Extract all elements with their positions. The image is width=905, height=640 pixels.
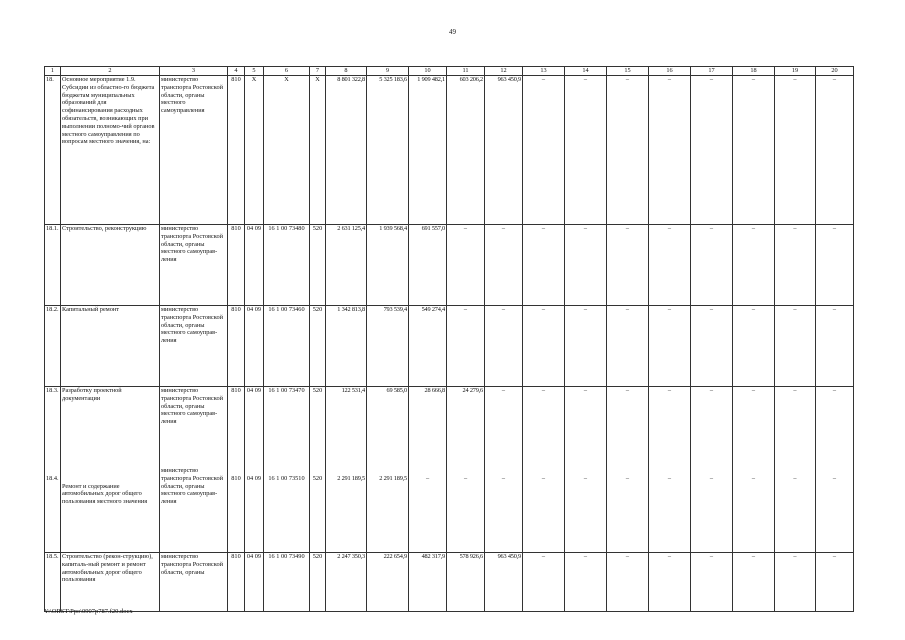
cell-value: – bbox=[816, 553, 854, 612]
cell-grbs: 810 bbox=[228, 306, 245, 387]
cell-total: 2 631 125,4 bbox=[326, 225, 367, 306]
cell-rzpr: Х bbox=[245, 76, 264, 225]
cell-value: – bbox=[667, 387, 672, 394]
file-path-footer: Y:\ORST\Ppo\0907p787.f20.docx bbox=[44, 608, 133, 615]
cell-value: 578 926,6 bbox=[447, 553, 485, 612]
cell-value: – bbox=[793, 387, 797, 394]
row-number: 18.4. bbox=[46, 474, 59, 482]
row-number: 18.2. bbox=[45, 306, 61, 387]
cell-value: – bbox=[691, 76, 733, 225]
cell-value: – bbox=[464, 474, 467, 482]
row-name: Строительство, реконструкцию bbox=[61, 225, 160, 306]
cell-value: – bbox=[667, 474, 672, 482]
row-executor: министерство транспорта Ростовской области, органы местного самоуправ-ления bbox=[161, 387, 223, 426]
cell-rzpr: 04 09 bbox=[245, 553, 264, 612]
cell-value: – bbox=[523, 306, 565, 387]
cell-value: 24 279,6 bbox=[462, 387, 483, 394]
cell-value: – bbox=[607, 76, 649, 225]
row-number: 18.5. bbox=[45, 553, 61, 612]
col-header: 1 bbox=[45, 67, 61, 76]
cell-rzpr: 04 09 bbox=[245, 225, 264, 306]
cell-value: – bbox=[733, 553, 775, 612]
cell-value: – bbox=[541, 474, 546, 482]
cell-value: – bbox=[607, 225, 649, 306]
cell-value: – bbox=[775, 306, 816, 387]
col-header: 2 bbox=[61, 67, 160, 76]
table-row bbox=[45, 76, 854, 225]
cell-csr: 16 1 00 73480 bbox=[264, 225, 310, 306]
cell-value: – bbox=[751, 387, 756, 394]
row-number: 18.1. bbox=[45, 225, 61, 306]
table-row bbox=[45, 553, 854, 612]
cell-vr: 520 bbox=[312, 387, 323, 394]
cell-vr: 520 bbox=[312, 474, 323, 482]
cell-value: – bbox=[816, 76, 854, 225]
col-header: 18 bbox=[733, 67, 775, 76]
cell-value: – bbox=[816, 225, 854, 306]
table-row bbox=[45, 225, 854, 306]
cell-vr: Х bbox=[310, 76, 326, 225]
col-header: 19 bbox=[775, 67, 816, 76]
cell-value: – bbox=[733, 306, 775, 387]
cell-value: – bbox=[447, 225, 485, 306]
cell-value: 963 450,9 bbox=[485, 553, 523, 612]
budget-table bbox=[44, 66, 854, 612]
cell-value: – bbox=[649, 306, 691, 387]
cell-vr: 520 bbox=[310, 306, 326, 387]
cell-grbs: 810 bbox=[231, 387, 241, 394]
row-executor: министерство транспорта Ростовской области, органы местного самоуправ-ления bbox=[161, 467, 223, 506]
cell-value: – bbox=[709, 387, 714, 394]
cell-total: 1 342 813,8 bbox=[326, 306, 367, 387]
cell-value: – bbox=[793, 474, 797, 482]
cell-value: – bbox=[565, 76, 607, 225]
cell-value: – bbox=[565, 225, 607, 306]
cell-value: 28 666,8 bbox=[424, 387, 445, 394]
cell-value: – bbox=[775, 76, 816, 225]
cell-grbs: 810 bbox=[228, 76, 245, 225]
cell-value: – bbox=[607, 306, 649, 387]
cell-value: – bbox=[775, 553, 816, 612]
col-header: 6 bbox=[264, 67, 310, 76]
cell-value: – bbox=[485, 306, 523, 387]
cell-value: – bbox=[523, 76, 565, 225]
cell-value: 1 939 568,4 bbox=[367, 225, 409, 306]
cell-value: – bbox=[625, 474, 630, 482]
cell-grbs: 810 bbox=[228, 553, 245, 612]
table-row bbox=[45, 306, 854, 387]
cell-value: – bbox=[691, 225, 733, 306]
cell-value: 793 539,4 bbox=[367, 306, 409, 387]
row-number: 18.3. bbox=[46, 387, 59, 394]
cell-value: – bbox=[709, 474, 714, 482]
col-header: 16 bbox=[649, 67, 691, 76]
row-executor: министерство транспорта Ростовской области, органы местного самоуправ-ления bbox=[160, 306, 228, 387]
cell-value: – bbox=[751, 474, 756, 482]
col-header: 7 bbox=[310, 67, 326, 76]
col-header: 17 bbox=[691, 67, 733, 76]
cell-total: 122 531,4 bbox=[341, 387, 365, 394]
table-row bbox=[45, 387, 854, 553]
col-header: 11 bbox=[447, 67, 485, 76]
cell-value: 603 206,2 bbox=[447, 76, 485, 225]
page-number: 49 bbox=[449, 28, 456, 36]
cell-value: – bbox=[649, 553, 691, 612]
col-header: 12 bbox=[485, 67, 523, 76]
row-number: 18. bbox=[45, 76, 61, 225]
cell-value: 222 654,9 bbox=[367, 553, 409, 612]
row-name: Строительство (рекон-струкцию), капиталь-ный ремонт и ремонт автомобильных дорог общего пользования bbox=[61, 553, 160, 612]
cell-value: – bbox=[565, 306, 607, 387]
row-executor: министерство транспорта Ростовской области, органы местного самоуправ-ления bbox=[160, 225, 228, 306]
cell-value: 5 325 183,6 bbox=[367, 76, 409, 225]
col-header: 4 bbox=[228, 67, 245, 76]
cell-value: – bbox=[691, 306, 733, 387]
cell-value: 69 585,0 bbox=[386, 387, 407, 394]
col-header: 13 bbox=[523, 67, 565, 76]
col-header: 14 bbox=[565, 67, 607, 76]
cell-rzpr: 04 09 bbox=[246, 387, 262, 394]
header-row bbox=[45, 67, 854, 76]
cell-value: – bbox=[447, 306, 485, 387]
cell-value: – bbox=[583, 387, 588, 394]
cell-vr: 520 bbox=[310, 225, 326, 306]
cell-value: – bbox=[649, 225, 691, 306]
cell-total: 2 291 189,5 bbox=[337, 474, 365, 482]
cell-grbs: 810 bbox=[231, 474, 241, 482]
cell-value: 2 291 189,5 bbox=[379, 474, 407, 482]
col-header: 3 bbox=[160, 67, 228, 76]
col-header: 5 bbox=[245, 67, 264, 76]
cell-value: – bbox=[523, 225, 565, 306]
col-header: 8 bbox=[326, 67, 367, 76]
cell-vr: 520 bbox=[310, 553, 326, 612]
row-name: Капитальный ремонт bbox=[61, 306, 160, 387]
cell-value: – bbox=[485, 225, 523, 306]
cell-value: – bbox=[733, 225, 775, 306]
cell-rzpr: 04 09 bbox=[245, 306, 264, 387]
row-name: Разработку проектной документации bbox=[62, 387, 122, 402]
row-name: Основное мероприятие 1.9. Субсидии из областно-го бюджета бюджетам муниципальных образований для софинансирования расходных обязательств, возникающих при выполнении полномо-чий органов местного самоуправления по вопросам местного значения, на: bbox=[61, 76, 160, 225]
cell-value: – bbox=[565, 553, 607, 612]
cell-value: – bbox=[775, 225, 816, 306]
cell-value: – bbox=[583, 474, 588, 482]
row-name: Ремонт и содержание автомобильных дорог общего пользования местного значения bbox=[62, 482, 148, 506]
cell-rzpr: 04 09 bbox=[246, 474, 262, 482]
cell-value: – bbox=[832, 474, 837, 482]
cell-value: – bbox=[523, 553, 565, 612]
cell-value: – bbox=[733, 76, 775, 225]
cell-value: – bbox=[426, 474, 429, 482]
cell-value: 549 274,4 bbox=[409, 306, 447, 387]
cell-value: – bbox=[625, 387, 630, 394]
cell-value: 1 909 482,1 bbox=[409, 76, 447, 225]
cell-value: – bbox=[649, 76, 691, 225]
cell-csr: 16 1 00 73460 bbox=[264, 306, 310, 387]
cell-value: – bbox=[541, 387, 546, 394]
cell-total: 8 801 322,8 bbox=[326, 76, 367, 225]
cell-value: – bbox=[691, 553, 733, 612]
cell-value: – bbox=[816, 306, 854, 387]
row-executor: министерство транспорта Ростовской области, органы местного самоуправления bbox=[160, 76, 228, 225]
cell-grbs: 810 bbox=[228, 225, 245, 306]
cell-csr: 16 1 00 73510 bbox=[268, 474, 305, 482]
cell-total: 2 247 350,3 bbox=[326, 553, 367, 612]
cell-value: – bbox=[501, 387, 506, 394]
cell-value: 691 557,0 bbox=[409, 225, 447, 306]
col-header: 9 bbox=[367, 67, 409, 76]
col-header: 15 bbox=[607, 67, 649, 76]
cell-value: – bbox=[607, 553, 649, 612]
cell-value: 482 317,9 bbox=[409, 553, 447, 612]
cell-value: 963 450,9 bbox=[485, 76, 523, 225]
cell-value: – bbox=[832, 387, 837, 394]
cell-csr: 16 1 00 73490 bbox=[264, 553, 310, 612]
col-header: 10 bbox=[409, 67, 447, 76]
cell-csr: 16 1 00 73470 bbox=[268, 387, 305, 394]
row-executor: министерство транспорта Ростовской области, органы bbox=[160, 553, 228, 612]
col-header: 20 bbox=[816, 67, 854, 76]
cell-csr: Х bbox=[264, 76, 310, 225]
cell-value: – bbox=[501, 474, 506, 482]
